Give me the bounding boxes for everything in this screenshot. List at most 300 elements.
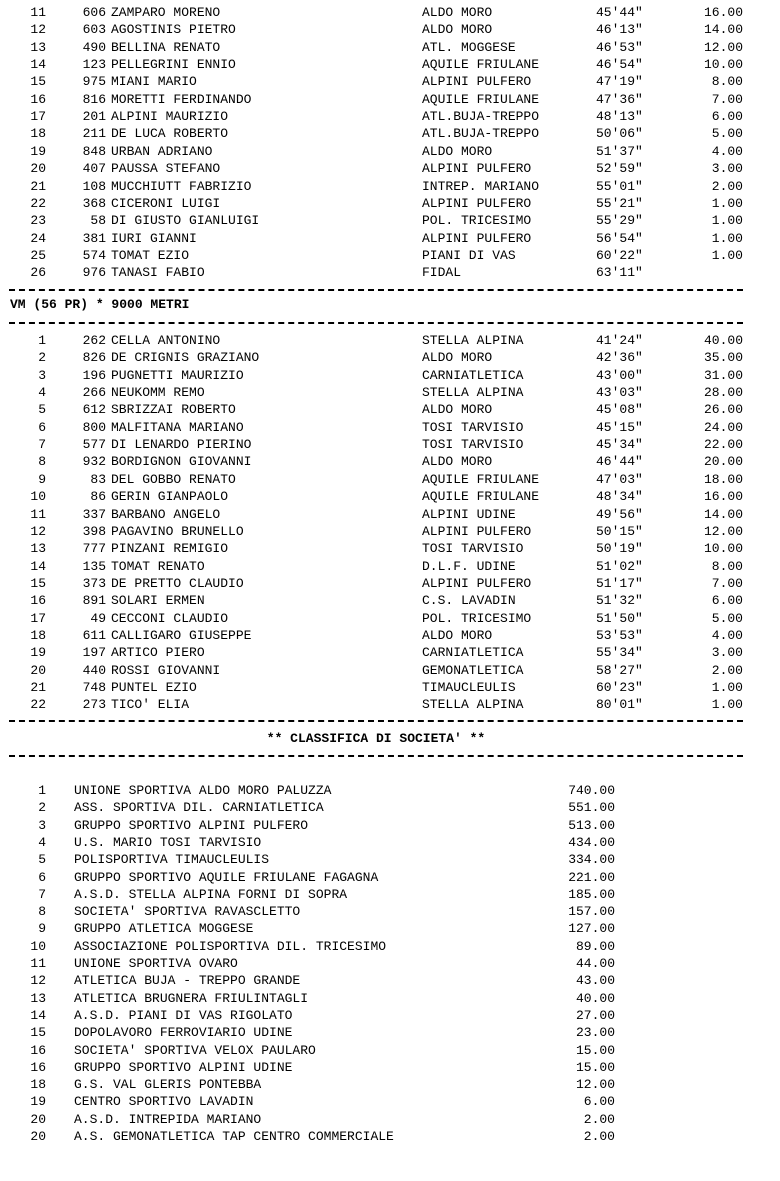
rank-cell: 4	[38, 385, 46, 401]
time-cell: 55'34"	[596, 645, 643, 661]
result-row	[0, 627, 780, 644]
bib-cell: 108	[82, 178, 106, 194]
points-cell: 15.00	[575, 1059, 615, 1075]
result-row	[0, 436, 780, 453]
club-cell: ALPINI PULFERO	[422, 230, 532, 246]
points-cell: 434.00	[568, 834, 615, 850]
society-name-cell: SOCIETA' SPORTIVA RAVASCLETTO	[74, 904, 301, 920]
society-ranking-heading: ** CLASSIFICA DI SOCIETA' **	[266, 731, 486, 746]
result-row	[0, 125, 780, 142]
athlete-name-cell: DI GIUSTO GIANLUIGI	[111, 213, 260, 229]
bib-cell: 748	[82, 680, 106, 695]
points-cell: 7.00	[711, 91, 743, 107]
bib-cell: 123	[82, 57, 106, 73]
result-row	[0, 143, 780, 160]
club-cell: ALPINI PULFERO	[422, 523, 532, 539]
points-cell: 26.00	[703, 402, 743, 418]
rank-cell: 12	[30, 973, 46, 989]
bib-cell: 262	[82, 333, 106, 348]
club-cell: D.L.F. UDINE	[422, 558, 516, 574]
result-row	[0, 471, 780, 488]
athlete-name-cell: TOMAT EZIO	[111, 247, 190, 263]
result-row	[0, 384, 780, 401]
points-cell: 89.00	[575, 938, 615, 954]
bib-cell: 777	[82, 541, 106, 557]
club-cell: TIMAUCLEULIS	[422, 680, 516, 695]
points-cell: 2.00	[583, 1129, 615, 1144]
result-row	[0, 332, 780, 349]
points-cell: 44.00	[575, 956, 615, 971]
result-row	[0, 39, 780, 56]
society-row	[0, 1128, 780, 1145]
society-name-cell: GRUPPO ATLETICA MOGGESE	[74, 921, 254, 937]
society-row	[0, 990, 780, 1007]
points-cell: 12.00	[575, 1077, 615, 1093]
result-row	[0, 264, 780, 281]
society-name-cell: SOCIETA' SPORTIVA VELOX PAULARO	[74, 1042, 316, 1058]
club-cell: ALPINI PULFERO	[422, 575, 532, 591]
club-cell: ALPINI UDINE	[422, 506, 516, 522]
society-name-cell: U.S. MARIO TOSI TARVISIO	[74, 834, 262, 850]
athlete-name-cell: TICO' ELIA	[111, 697, 190, 713]
club-cell: CARNIATLETICA	[422, 367, 524, 383]
athlete-name-cell: CELLA ANTONINO	[111, 333, 221, 348]
club-cell: AQUILE FRIULANE	[422, 91, 540, 107]
society-row	[0, 799, 780, 816]
result-row	[0, 558, 780, 575]
points-cell: 18.00	[703, 471, 743, 487]
society-row	[0, 782, 780, 799]
society-name-cell: GRUPPO SPORTIVO ALPINI PULFERO	[74, 817, 309, 833]
bib-cell: 273	[82, 697, 106, 713]
dashed-divider	[9, 755, 743, 757]
athlete-name-cell: MUCCHIUTT FABRIZIO	[111, 178, 252, 194]
rank-cell: 10	[30, 489, 46, 505]
bib-cell: 266	[82, 385, 106, 401]
points-cell: 6.00	[583, 1094, 615, 1110]
points-cell: 6.00	[711, 109, 743, 125]
bib-cell: 932	[82, 454, 106, 470]
society-row	[0, 1093, 780, 1110]
time-cell: 42'36"	[596, 350, 643, 366]
bib-cell: 976	[82, 265, 106, 281]
bib-cell: 800	[82, 419, 106, 435]
club-cell: FIDAL	[422, 265, 462, 281]
rank-cell: 23	[30, 213, 46, 229]
society-name-cell: ASS. SPORTIVA DIL. CARNIATLETICA	[74, 800, 324, 816]
points-cell: 43.00	[575, 973, 615, 989]
rank-cell: 26	[30, 265, 46, 281]
result-row	[0, 178, 780, 195]
time-cell: 56'54"	[596, 230, 643, 246]
rank-cell: 9	[38, 471, 46, 487]
bib-cell: 975	[82, 74, 106, 90]
time-cell: 43'03"	[596, 385, 643, 401]
club-cell: CARNIATLETICA	[422, 645, 524, 661]
rank-cell: 16	[30, 1059, 46, 1075]
result-row	[0, 506, 780, 523]
points-cell: 23.00	[575, 1025, 615, 1041]
club-cell: ATL.BUJA-TREPPO	[422, 109, 540, 125]
rank-cell: 20	[30, 1111, 46, 1127]
club-cell: POL. TRICESIMO	[422, 610, 532, 626]
society-name-cell: ATLETICA BUJA - TREPPO GRANDE	[74, 973, 301, 989]
rank-cell: 22	[30, 195, 46, 211]
result-row	[0, 91, 780, 108]
rank-cell: 19	[30, 1094, 46, 1110]
society-row	[0, 1024, 780, 1041]
rank-cell: 17	[30, 610, 46, 626]
society-name-cell: UNIONE SPORTIVA ALDO MORO PALUZZA	[74, 783, 332, 798]
athlete-name-cell: PAUSSA STEFANO	[111, 161, 221, 177]
points-cell: 10.00	[703, 541, 743, 557]
time-cell: 51'02"	[596, 558, 643, 574]
points-cell: 2.00	[583, 1111, 615, 1127]
society-row	[0, 869, 780, 886]
points-cell: 185.00	[568, 886, 615, 902]
athlete-name-cell: DE CRIGNIS GRAZIANO	[111, 350, 260, 366]
time-cell: 48'34"	[596, 489, 643, 505]
society-row	[0, 817, 780, 834]
time-cell: 48'13"	[596, 109, 643, 125]
athlete-name-cell: MIANI MARIO	[111, 74, 197, 90]
result-row	[0, 523, 780, 540]
club-cell: POL. TRICESIMO	[422, 213, 532, 229]
bib-cell: 606	[82, 5, 106, 20]
club-cell: ALPINI PULFERO	[422, 74, 532, 90]
time-cell: 47'36"	[596, 91, 643, 107]
result-row	[0, 696, 780, 713]
bib-cell: 891	[82, 593, 106, 609]
dashed-divider	[9, 322, 743, 324]
club-cell: ALDO MORO	[422, 402, 493, 418]
society-name-cell: A.S. GEMONATLETICA TAP CENTRO COMMERCIALE	[74, 1129, 394, 1144]
points-cell: 221.00	[568, 869, 615, 885]
result-row	[0, 212, 780, 229]
rank-cell: 13	[30, 541, 46, 557]
points-cell: 6.00	[711, 593, 743, 609]
rank-cell: 5	[38, 852, 46, 868]
rank-cell: 18	[30, 627, 46, 643]
time-cell: 50'15"	[596, 523, 643, 539]
bib-cell: 574	[82, 247, 106, 263]
bib-cell: 86	[90, 489, 106, 505]
bib-cell: 135	[82, 558, 106, 574]
points-cell: 1.00	[711, 230, 743, 246]
time-cell: 50'19"	[596, 541, 643, 557]
time-cell: 50'06"	[596, 126, 643, 142]
athlete-name-cell: TOMAT RENATO	[111, 558, 205, 574]
athlete-name-cell: CALLIGARO GIUSEPPE	[111, 627, 252, 643]
athlete-name-cell: ARTICO PIERO	[111, 645, 205, 661]
rank-cell: 18	[30, 126, 46, 142]
points-cell: 513.00	[568, 817, 615, 833]
society-name-cell: GRUPPO SPORTIVO AQUILE FRIULANE FAGAGNA	[74, 869, 379, 885]
result-row	[0, 644, 780, 661]
points-cell: 40.00	[703, 333, 743, 348]
result-row	[0, 575, 780, 592]
result-row	[0, 195, 780, 212]
time-cell: 53'53"	[596, 627, 643, 643]
result-row	[0, 4, 780, 21]
time-cell: 60'22"	[596, 247, 643, 263]
club-cell: ALPINI PULFERO	[422, 161, 532, 177]
time-cell: 63'11"	[596, 265, 643, 281]
society-name-cell: A.S.D. STELLA ALPINA FORNI DI SOPRA	[74, 886, 348, 902]
society-row	[0, 1059, 780, 1076]
club-cell: GEMONATLETICA	[422, 662, 524, 678]
points-cell: 5.00	[711, 610, 743, 626]
bib-cell: 816	[82, 91, 106, 107]
athlete-name-cell: GERIN GIANPAOLO	[111, 489, 229, 505]
society-row	[0, 1042, 780, 1059]
club-cell: TOSI TARVISIO	[422, 419, 524, 435]
time-cell: 49'56"	[596, 506, 643, 522]
time-cell: 46'54"	[596, 57, 643, 73]
bib-cell: 398	[82, 523, 106, 539]
points-cell: 35.00	[703, 350, 743, 366]
points-cell: 40.00	[575, 990, 615, 1006]
society-row	[0, 920, 780, 937]
points-cell: 157.00	[568, 904, 615, 920]
bib-cell: 381	[82, 230, 106, 246]
time-cell: 55'01"	[596, 178, 643, 194]
category-heading: VM (56 PR) * 9000 METRI	[10, 297, 190, 312]
athlete-name-cell: IURI GIANNI	[111, 230, 197, 246]
club-cell: INTREP. MARIANO	[422, 178, 540, 194]
points-cell: 12.00	[703, 523, 743, 539]
rank-cell: 4	[38, 834, 46, 850]
club-cell: C.S. LAVADIN	[422, 593, 516, 609]
bib-cell: 83	[90, 471, 106, 487]
society-row	[0, 955, 780, 972]
bib-cell: 197	[82, 645, 106, 661]
athlete-name-cell: PAGAVINO BRUNELLO	[111, 523, 244, 539]
bib-cell: 211	[82, 126, 106, 142]
rank-cell: 20	[30, 662, 46, 678]
society-row	[0, 1076, 780, 1093]
athlete-name-cell: ALPINI MAURIZIO	[111, 109, 229, 125]
society-name-cell: A.S.D. PIANI DI VAS RIGOLATO	[74, 1007, 293, 1023]
time-cell: 41'24"	[596, 333, 643, 348]
club-cell: ALDO MORO	[422, 22, 493, 38]
points-cell: 1.00	[711, 680, 743, 695]
time-cell: 45'08"	[596, 402, 643, 418]
athlete-name-cell: PINZANI REMIGIO	[111, 541, 229, 557]
rank-cell: 11	[30, 956, 46, 971]
bib-cell: 49	[90, 610, 106, 626]
society-row	[0, 886, 780, 903]
time-cell: 47'19"	[596, 74, 643, 90]
time-cell: 47'03"	[596, 471, 643, 487]
club-cell: STELLA ALPINA	[422, 333, 524, 348]
rank-cell: 1	[38, 333, 46, 348]
bib-cell: 58	[90, 213, 106, 229]
time-cell: 55'29"	[596, 213, 643, 229]
club-cell: ALPINI PULFERO	[422, 195, 532, 211]
dashed-divider	[9, 289, 743, 291]
athlete-name-cell: ZAMPARO MORENO	[111, 5, 221, 20]
points-cell: 22.00	[703, 437, 743, 453]
time-cell: 80'01"	[596, 697, 643, 713]
rank-cell: 21	[30, 680, 46, 695]
athlete-name-cell: DE PRETTO CLAUDIO	[111, 575, 244, 591]
athlete-name-cell: TANASI FABIO	[111, 265, 205, 281]
athlete-name-cell: PUGNETTI MAURIZIO	[111, 367, 244, 383]
points-cell: 127.00	[568, 921, 615, 937]
athlete-name-cell: PUNTEL EZIO	[111, 680, 197, 695]
athlete-name-cell: BELLINA RENATO	[111, 39, 221, 55]
athlete-name-cell: DI LENARDO PIERINO	[111, 437, 252, 453]
points-cell: 551.00	[568, 800, 615, 816]
rank-cell: 14	[30, 1007, 46, 1023]
club-cell: TOSI TARVISIO	[422, 437, 524, 453]
rank-cell: 19	[30, 645, 46, 661]
points-cell: 31.00	[703, 367, 743, 383]
athlete-name-cell: NEUKOMM REMO	[111, 385, 205, 401]
rank-cell: 14	[30, 57, 46, 73]
points-cell: 3.00	[711, 645, 743, 661]
rank-cell: 15	[30, 1025, 46, 1041]
rank-cell: 17	[30, 109, 46, 125]
bib-cell: 337	[82, 506, 106, 522]
rank-cell: 8	[38, 454, 46, 470]
rank-cell: 9	[38, 921, 46, 937]
points-cell: 4.00	[711, 627, 743, 643]
time-cell: 46'13"	[596, 22, 643, 38]
bib-cell: 612	[82, 402, 106, 418]
rank-cell: 16	[30, 91, 46, 107]
time-cell: 45'34"	[596, 437, 643, 453]
bib-cell: 368	[82, 195, 106, 211]
rank-cell: 20	[30, 161, 46, 177]
society-name-cell: GRUPPO SPORTIVO ALPINI UDINE	[74, 1059, 293, 1075]
bib-cell: 577	[82, 437, 106, 453]
club-cell: AQUILE FRIULANE	[422, 471, 540, 487]
bib-cell: 373	[82, 575, 106, 591]
rank-cell: 8	[38, 904, 46, 920]
rank-cell: 16	[30, 1042, 46, 1058]
bib-cell: 440	[82, 662, 106, 678]
athlete-name-cell: CECCONI CLAUDIO	[111, 610, 229, 626]
rank-cell: 22	[30, 697, 46, 713]
time-cell: 51'37"	[596, 143, 643, 159]
bib-cell: 848	[82, 143, 106, 159]
result-row	[0, 21, 780, 38]
club-cell: ALDO MORO	[422, 5, 493, 20]
rank-cell: 24	[30, 230, 46, 246]
athlete-name-cell: ROSSI GIOVANNI	[111, 662, 221, 678]
time-cell: 46'53"	[596, 39, 643, 55]
society-row	[0, 903, 780, 920]
club-cell: STELLA ALPINA	[422, 385, 524, 401]
society-name-cell: CENTRO SPORTIVO LAVADIN	[74, 1094, 254, 1110]
points-cell: 15.00	[575, 1042, 615, 1058]
points-cell: 14.00	[703, 506, 743, 522]
result-row	[0, 401, 780, 418]
result-row	[0, 488, 780, 505]
dashed-divider	[9, 720, 743, 722]
points-cell: 2.00	[711, 178, 743, 194]
club-cell: AQUILE FRIULANE	[422, 57, 540, 73]
result-row	[0, 230, 780, 247]
athlete-name-cell: DEL GOBBO RENATO	[111, 471, 236, 487]
rank-cell: 13	[30, 39, 46, 55]
club-cell: ALDO MORO	[422, 454, 493, 470]
rank-cell: 12	[30, 523, 46, 539]
bib-cell: 196	[82, 367, 106, 383]
result-row	[0, 367, 780, 384]
rank-cell: 2	[38, 350, 46, 366]
society-row	[0, 1007, 780, 1024]
rank-cell: 18	[30, 1077, 46, 1093]
society-name-cell: ATLETICA BRUGNERA FRIULINTAGLI	[74, 990, 309, 1006]
athlete-name-cell: MORETTI FERDINANDO	[111, 91, 252, 107]
rank-cell: 25	[30, 247, 46, 263]
rank-cell: 13	[30, 990, 46, 1006]
rank-cell: 7	[38, 886, 46, 902]
bib-cell: 490	[82, 39, 106, 55]
result-row	[0, 610, 780, 627]
result-row	[0, 679, 780, 696]
points-cell: 740.00	[568, 783, 615, 798]
society-row	[0, 851, 780, 868]
rank-cell: 15	[30, 575, 46, 591]
points-cell: 8.00	[711, 74, 743, 90]
athlete-name-cell: BORDIGNON GIOVANNI	[111, 454, 252, 470]
athlete-name-cell: SOLARI ERMEN	[111, 593, 205, 609]
society-name-cell: A.S.D. INTREPIDA MARIANO	[74, 1111, 262, 1127]
bib-cell: 201	[82, 109, 106, 125]
athlete-name-cell: CICERONI LUIGI	[111, 195, 221, 211]
rank-cell: 15	[30, 74, 46, 90]
points-cell: 7.00	[711, 575, 743, 591]
rank-cell: 10	[30, 938, 46, 954]
society-row	[0, 972, 780, 989]
club-cell: PIANI DI VAS	[422, 247, 516, 263]
time-cell: 51'32"	[596, 593, 643, 609]
time-cell: 51'50"	[596, 610, 643, 626]
points-cell: 1.00	[711, 195, 743, 211]
points-cell: 16.00	[703, 5, 743, 20]
rank-cell: 19	[30, 143, 46, 159]
points-cell: 334.00	[568, 852, 615, 868]
result-row	[0, 160, 780, 177]
society-name-cell: UNIONE SPORTIVA OVARO	[74, 956, 238, 971]
society-row	[0, 938, 780, 955]
rank-cell: 16	[30, 593, 46, 609]
points-cell: 16.00	[703, 489, 743, 505]
time-cell: 46'44"	[596, 454, 643, 470]
club-cell: ATL. MOGGESE	[422, 39, 516, 55]
points-cell: 4.00	[711, 143, 743, 159]
points-cell: 2.00	[711, 662, 743, 678]
points-cell: 3.00	[711, 161, 743, 177]
time-cell: 45'15"	[596, 419, 643, 435]
rank-cell: 20	[30, 1129, 46, 1144]
athlete-name-cell: MALFITANA MARIANO	[111, 419, 244, 435]
points-cell: 1.00	[711, 247, 743, 263]
time-cell: 43'00"	[596, 367, 643, 383]
bib-cell: 611	[82, 627, 106, 643]
points-cell: 20.00	[703, 454, 743, 470]
rank-cell: 6	[38, 869, 46, 885]
points-cell: 14.00	[703, 22, 743, 38]
club-cell: ALDO MORO	[422, 350, 493, 366]
points-cell: 24.00	[703, 419, 743, 435]
result-row	[0, 592, 780, 609]
rank-cell: 14	[30, 558, 46, 574]
